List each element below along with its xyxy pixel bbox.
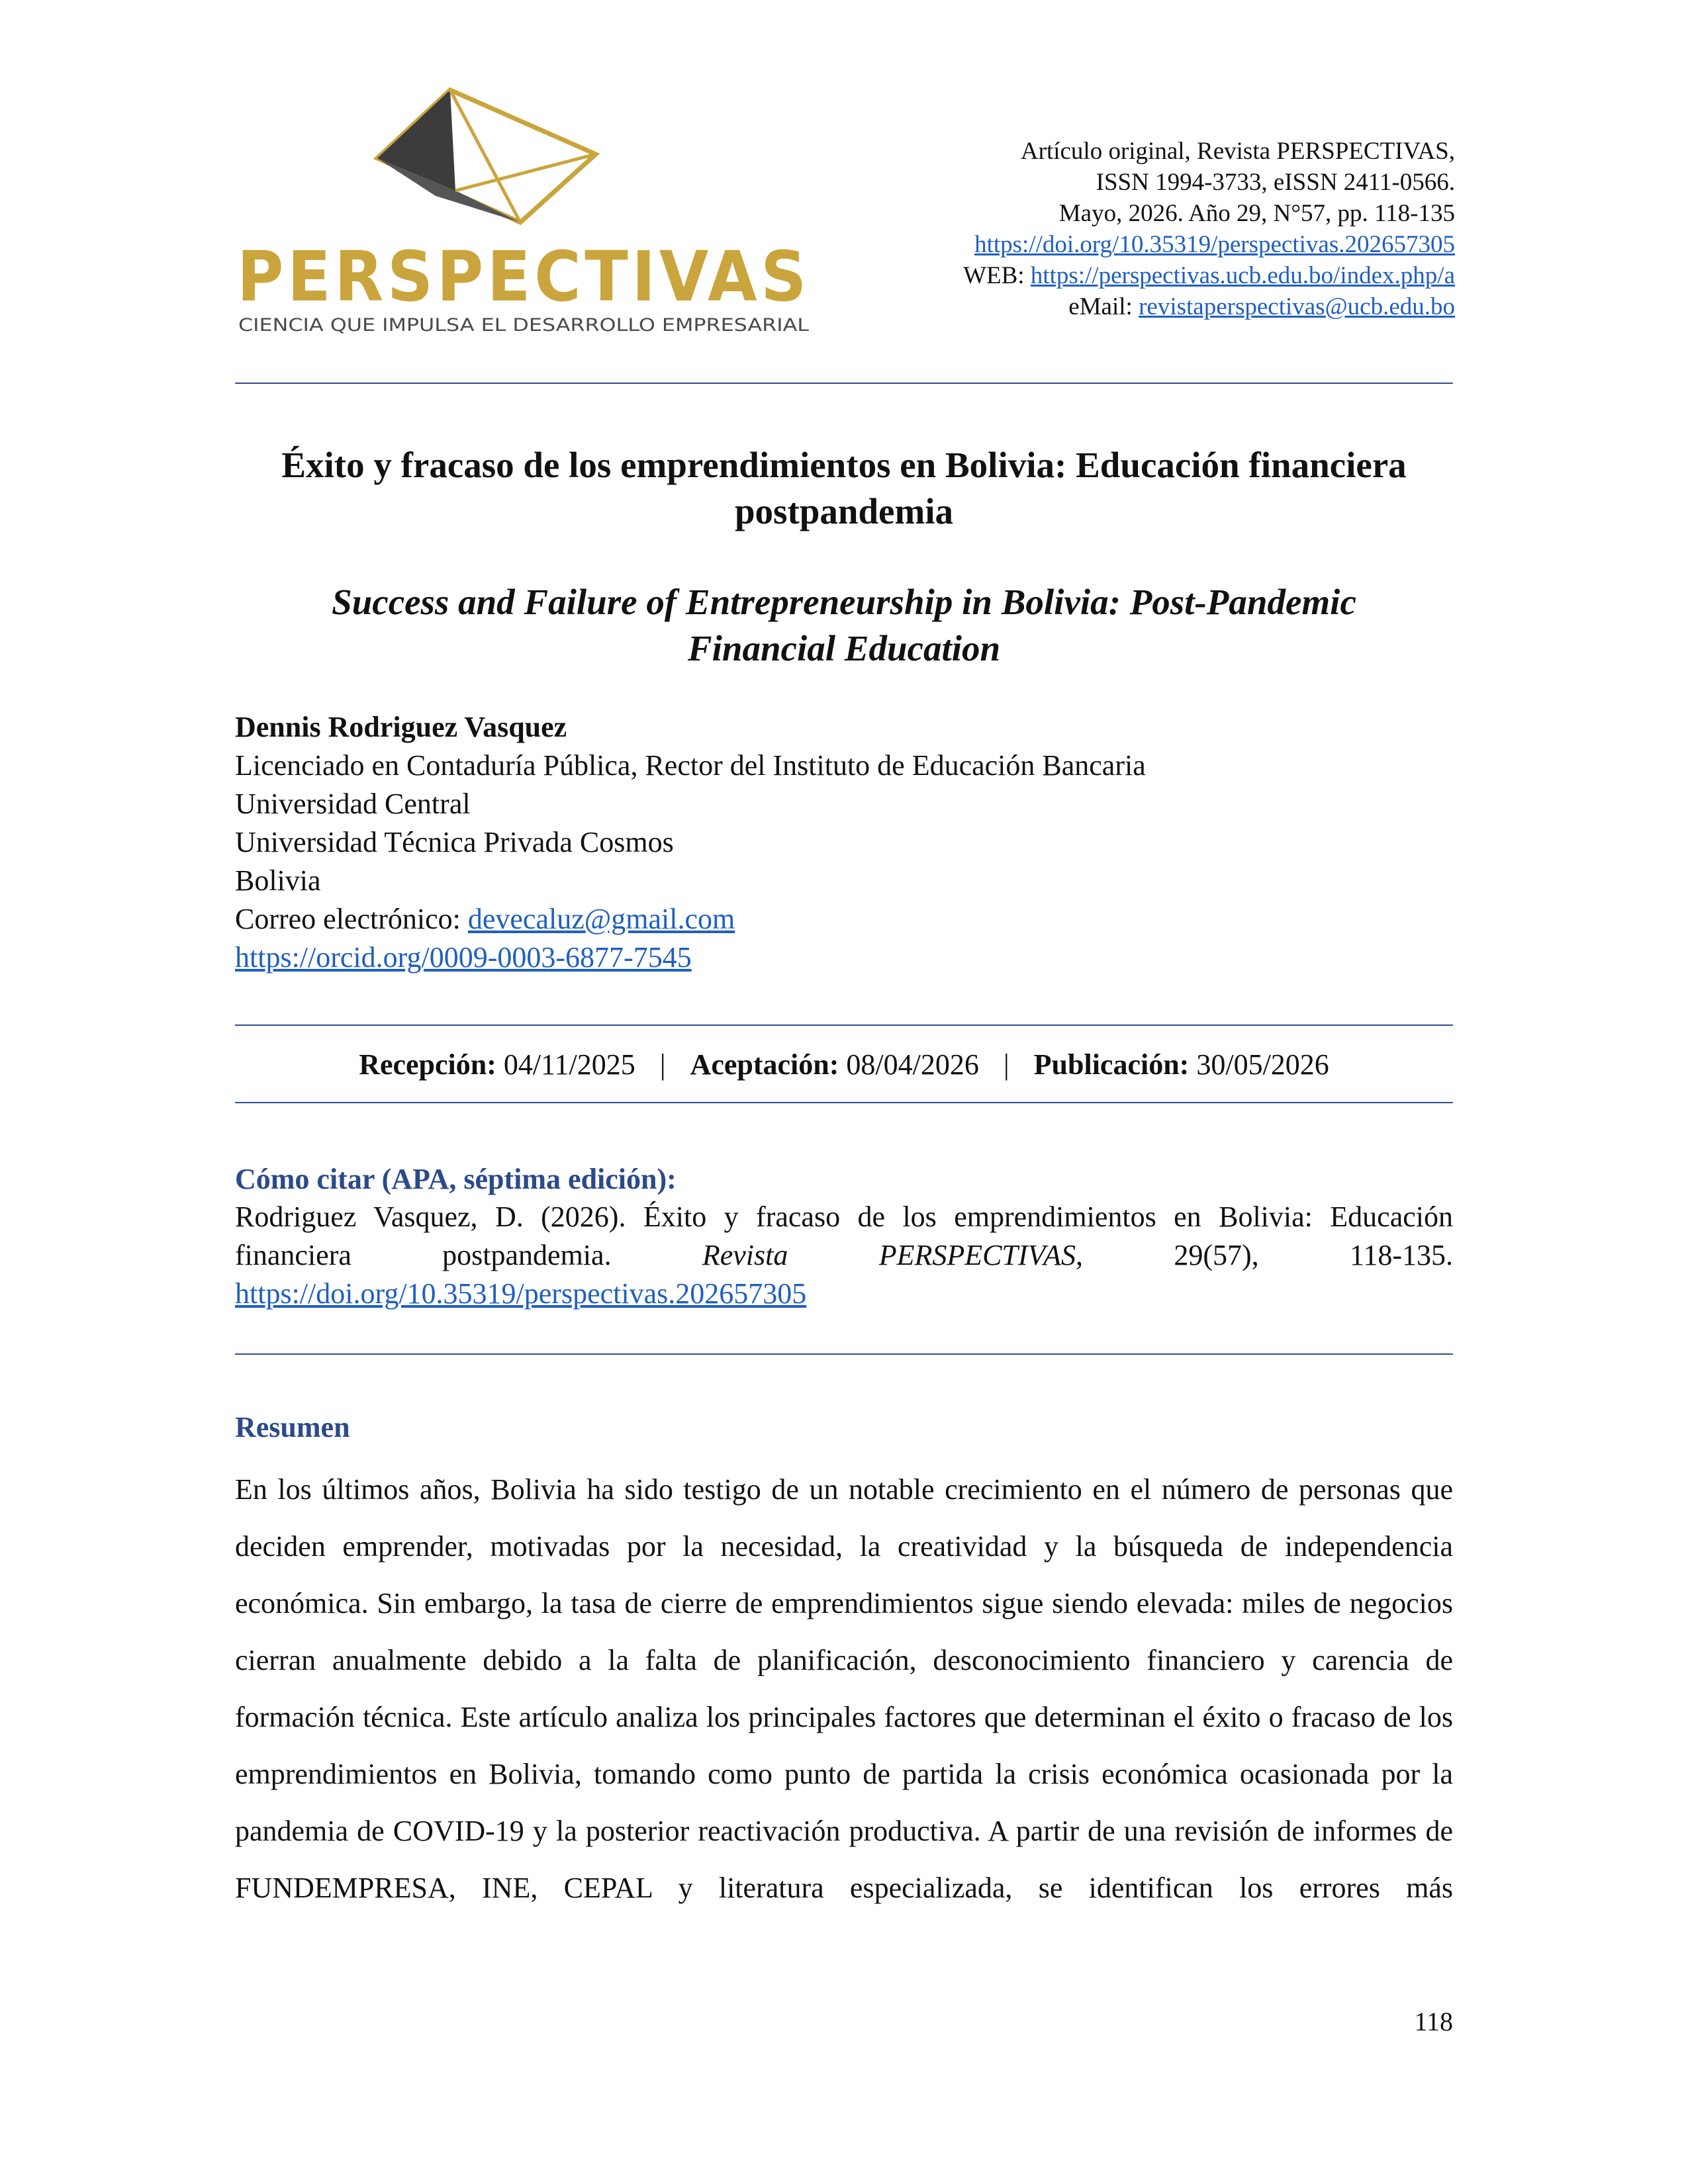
abstract-text: En los últimos años, Bolivia ha sido testigo de un notable crecimiento en el número de personas que deciden emprender, motivadas por la necesidad, la creatividad y la búsqueda de independencia económica. Sin embargo, la tasa de cierre de emprendimientos sigue siendo elevada: miles de negocios cierran anualmente debido a la falta de planificación, desconocimiento financiero y carencia de formación técnica. Este artículo analiza los principales factores que determinan el éxito o fracaso de los emprendimientos en Bolivia, tomando como punto de partida la crisis económica ocasionada por la pandemia de COVID-19 y la posterior reactivación productiva. A partir de una revisión de informes de FUNDEMPRESA, INE, CEPAL y literatura especializada, se identifican los errores más	[235, 1473, 1453, 1904]
title-english-line2: Financial Education	[687, 628, 1001, 668]
journal-web-link[interactable]: https://perspectivas.ucb.edu.bo/index.php/a	[1030, 262, 1455, 289]
author-affiliation: Universidad Central	[235, 788, 471, 820]
author-orcid-link[interactable]: https://orcid.org/0009-0003-6877-7545	[235, 941, 692, 974]
citation-doi-link[interactable]: https://doi.org/10.35319/perspectivas.202657305	[235, 1277, 807, 1310]
date-separator: |	[1003, 1048, 1009, 1081]
author-role: Licenciado en Contaduría Pública, Rector del Instituto de Educación Bancaria	[235, 749, 1146, 782]
citation-journal: Revista PERSPECTIVAS	[702, 1239, 1076, 1271]
page-number: 118	[1414, 2007, 1453, 2036]
citation-heading: Cómo citar (APA, séptima edición):	[235, 1163, 677, 1195]
email-label: eMail:	[1068, 293, 1139, 320]
dates-top-divider	[235, 1024, 1453, 1026]
abstract-heading: Resumen	[235, 1411, 350, 1443]
journal-info	[727, 136, 1455, 322]
header-divider	[235, 383, 1453, 384]
author-block	[235, 708, 1453, 977]
journal-doi-link[interactable]: https://doi.org/10.35319/perspectivas.202657305	[974, 231, 1455, 258]
author-email-link[interactable]: devecaluz@gmail.com	[467, 903, 735, 935]
logo-tagline: CIENCIA QUE IMPULSA EL DESARROLLO EMPRESARIAL	[238, 315, 809, 336]
author-email-label: Correo electrónico:	[235, 903, 468, 935]
date-separator: |	[659, 1048, 666, 1081]
received-label: Recepción:	[359, 1048, 496, 1081]
published-label: Publicación:	[1033, 1048, 1190, 1081]
web-label: WEB:	[963, 262, 1031, 289]
issue-line: Mayo, 2026. Año 29, N°57, pp. 118-135	[1058, 200, 1455, 227]
article-type-line: Artículo original, Revista PERSPECTIVAS,	[1020, 138, 1455, 165]
title-spanish-line1: Éxito y fracaso de los emprendimientos en Bolivia: Educación financiera	[281, 445, 1407, 485]
author-country: Bolivia	[235, 864, 321, 897]
title-spanish	[235, 442, 1453, 535]
title-english	[235, 579, 1453, 672]
citation-divider	[235, 1353, 1453, 1355]
citation-reference: Rodriguez Vasquez, D. (2026). Éxito y fracaso de los emprendimientos en Bolivia: Educación financiera postpandemia.	[235, 1201, 1453, 1271]
accepted-date: 08/04/2026	[846, 1048, 979, 1081]
logo-wordmark: PERSPECTIVAS	[237, 236, 810, 317]
dates-bottom-divider	[235, 1102, 1453, 1103]
citation-text	[235, 1198, 1453, 1313]
issn-line: ISSN 1994-3733, eISSN 2411-0566.	[1096, 169, 1455, 196]
publication-dates	[235, 1046, 1453, 1084]
published-date: 30/05/2026	[1196, 1048, 1329, 1081]
author-affiliation: Universidad Técnica Privada Cosmos	[235, 826, 674, 858]
title-spanish-line2: postpandemia	[734, 491, 954, 531]
title-english-line1: Success and Failure of Entrepreneurship in Bolivia: Post-Pandemic	[332, 582, 1356, 622]
citation-volume: , 29(57), 118-135.	[1076, 1239, 1453, 1271]
accepted-label: Aceptación:	[690, 1048, 839, 1081]
author-name: Dennis Rodriguez Vasquez	[235, 711, 567, 743]
journal-email-link[interactable]: revistaperspectivas@ucb.edu.bo	[1139, 293, 1455, 320]
received-date: 04/11/2025	[503, 1048, 635, 1081]
